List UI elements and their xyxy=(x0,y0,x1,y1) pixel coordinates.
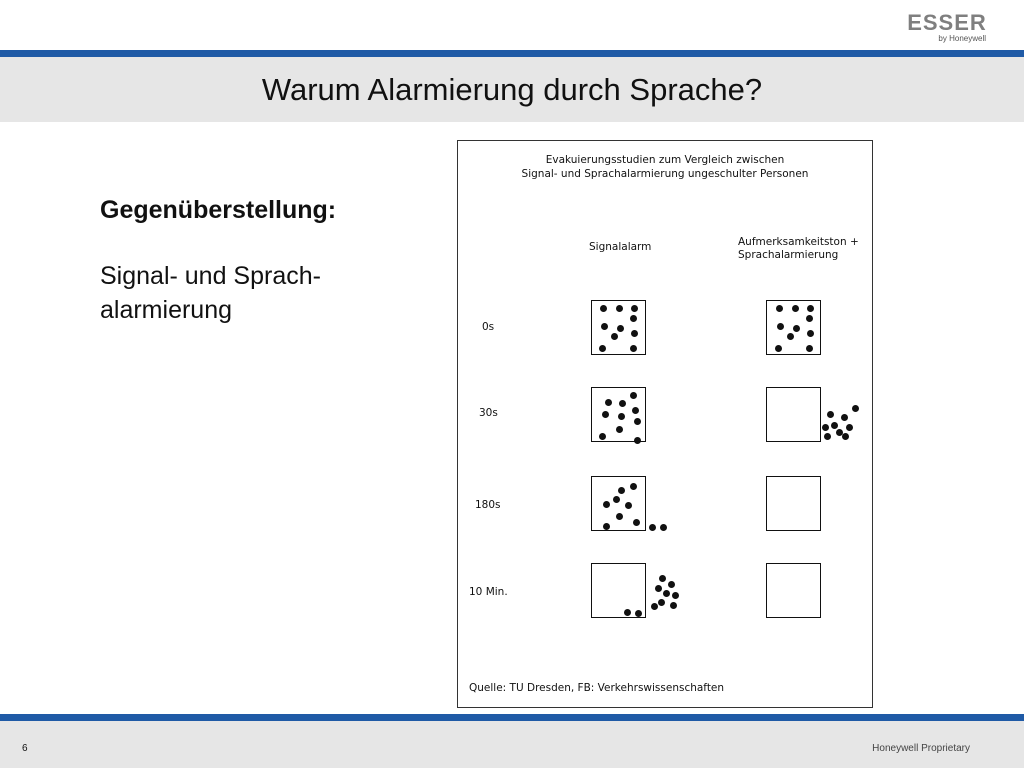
slide-body xyxy=(100,259,400,327)
body-line: alarmierung xyxy=(100,296,233,324)
person-dot xyxy=(634,418,641,425)
person-dot xyxy=(630,315,637,322)
person-dot xyxy=(631,305,638,312)
person-dot xyxy=(605,399,612,406)
person-dot xyxy=(806,315,813,322)
person-dot xyxy=(659,575,666,582)
proprietary-notice: Honeywell Proprietary xyxy=(872,743,970,754)
evacuation-study-figure xyxy=(457,140,873,708)
body-line: Signal- und Sprach- xyxy=(100,262,321,290)
person-dot xyxy=(611,333,618,340)
person-dot xyxy=(775,345,782,352)
footer-band xyxy=(0,721,1024,768)
person-dot xyxy=(602,411,609,418)
person-dot xyxy=(663,590,670,597)
person-dot xyxy=(603,501,610,508)
person-dot xyxy=(616,305,623,312)
person-dot xyxy=(658,599,665,606)
person-dot xyxy=(600,305,607,312)
person-dot xyxy=(603,523,610,530)
person-dot xyxy=(616,426,623,433)
person-dot xyxy=(635,610,642,617)
row-label-180s: 180s xyxy=(475,499,501,511)
column-header-line: Sprachalarmierung xyxy=(738,249,839,261)
person-dot xyxy=(632,407,639,414)
person-dot xyxy=(630,483,637,490)
room-box xyxy=(766,387,821,442)
slide-heading: Gegenüberstellung: xyxy=(100,196,337,224)
row-label-30s: 30s xyxy=(479,407,498,419)
person-dot xyxy=(618,413,625,420)
person-dot xyxy=(792,305,799,312)
person-dot xyxy=(670,602,677,609)
person-dot xyxy=(649,524,656,531)
person-dot xyxy=(827,411,834,418)
column-header-speech xyxy=(738,236,859,262)
person-dot xyxy=(625,502,632,509)
person-dot xyxy=(619,400,626,407)
logo-brand: ESSER xyxy=(907,10,987,35)
person-dot xyxy=(846,424,853,431)
person-dot xyxy=(599,345,606,352)
room-box xyxy=(766,563,821,618)
person-dot xyxy=(806,345,813,352)
person-dot xyxy=(616,513,623,520)
figure-source: Quelle: TU Dresden, FB: Verkehrswissenschaften xyxy=(469,682,725,694)
person-dot xyxy=(613,496,620,503)
person-dot xyxy=(842,433,849,440)
person-dot xyxy=(824,433,831,440)
person-dot xyxy=(634,437,641,444)
person-dot xyxy=(822,424,829,431)
column-header-line: Aufmerksamkeitston + xyxy=(738,236,859,248)
person-dot xyxy=(633,519,640,526)
person-dot xyxy=(672,592,679,599)
slide-title: Warum Alarmierung durch Sprache? xyxy=(261,72,763,107)
person-dot xyxy=(841,414,848,421)
footer-accent-bar xyxy=(0,714,1024,721)
person-dot xyxy=(631,330,638,337)
person-dot xyxy=(660,524,667,531)
person-dot xyxy=(624,609,631,616)
page-number: 6 xyxy=(22,743,28,754)
person-dot xyxy=(831,422,838,429)
row-label-10min: 10 Min. xyxy=(469,586,508,598)
person-dot xyxy=(601,323,608,330)
person-dot xyxy=(807,305,814,312)
column-header-signal: Signalalarm xyxy=(589,241,652,253)
room-box xyxy=(766,476,821,531)
person-dot xyxy=(787,333,794,340)
person-dot xyxy=(655,585,662,592)
person-dot xyxy=(618,487,625,494)
person-dot xyxy=(630,392,637,399)
person-dot xyxy=(651,603,658,610)
person-dot xyxy=(777,323,784,330)
logo-tagline: by Honeywell xyxy=(938,34,986,43)
esser-logo xyxy=(906,12,988,44)
person-dot xyxy=(630,345,637,352)
person-dot xyxy=(776,305,783,312)
figure-title-line: Evakuierungsstudien zum Vergleich zwischen xyxy=(545,154,785,166)
person-dot xyxy=(852,405,859,412)
figure-title xyxy=(458,153,872,181)
header-accent-bar xyxy=(0,50,1024,57)
figure-title-line: Signal- und Sprachalarmierung ungeschulter Personen xyxy=(521,168,809,180)
person-dot xyxy=(793,325,800,332)
person-dot xyxy=(599,433,606,440)
person-dot xyxy=(668,581,675,588)
person-dot xyxy=(617,325,624,332)
row-label-0s: 0s xyxy=(482,321,495,333)
person-dot xyxy=(807,330,814,337)
